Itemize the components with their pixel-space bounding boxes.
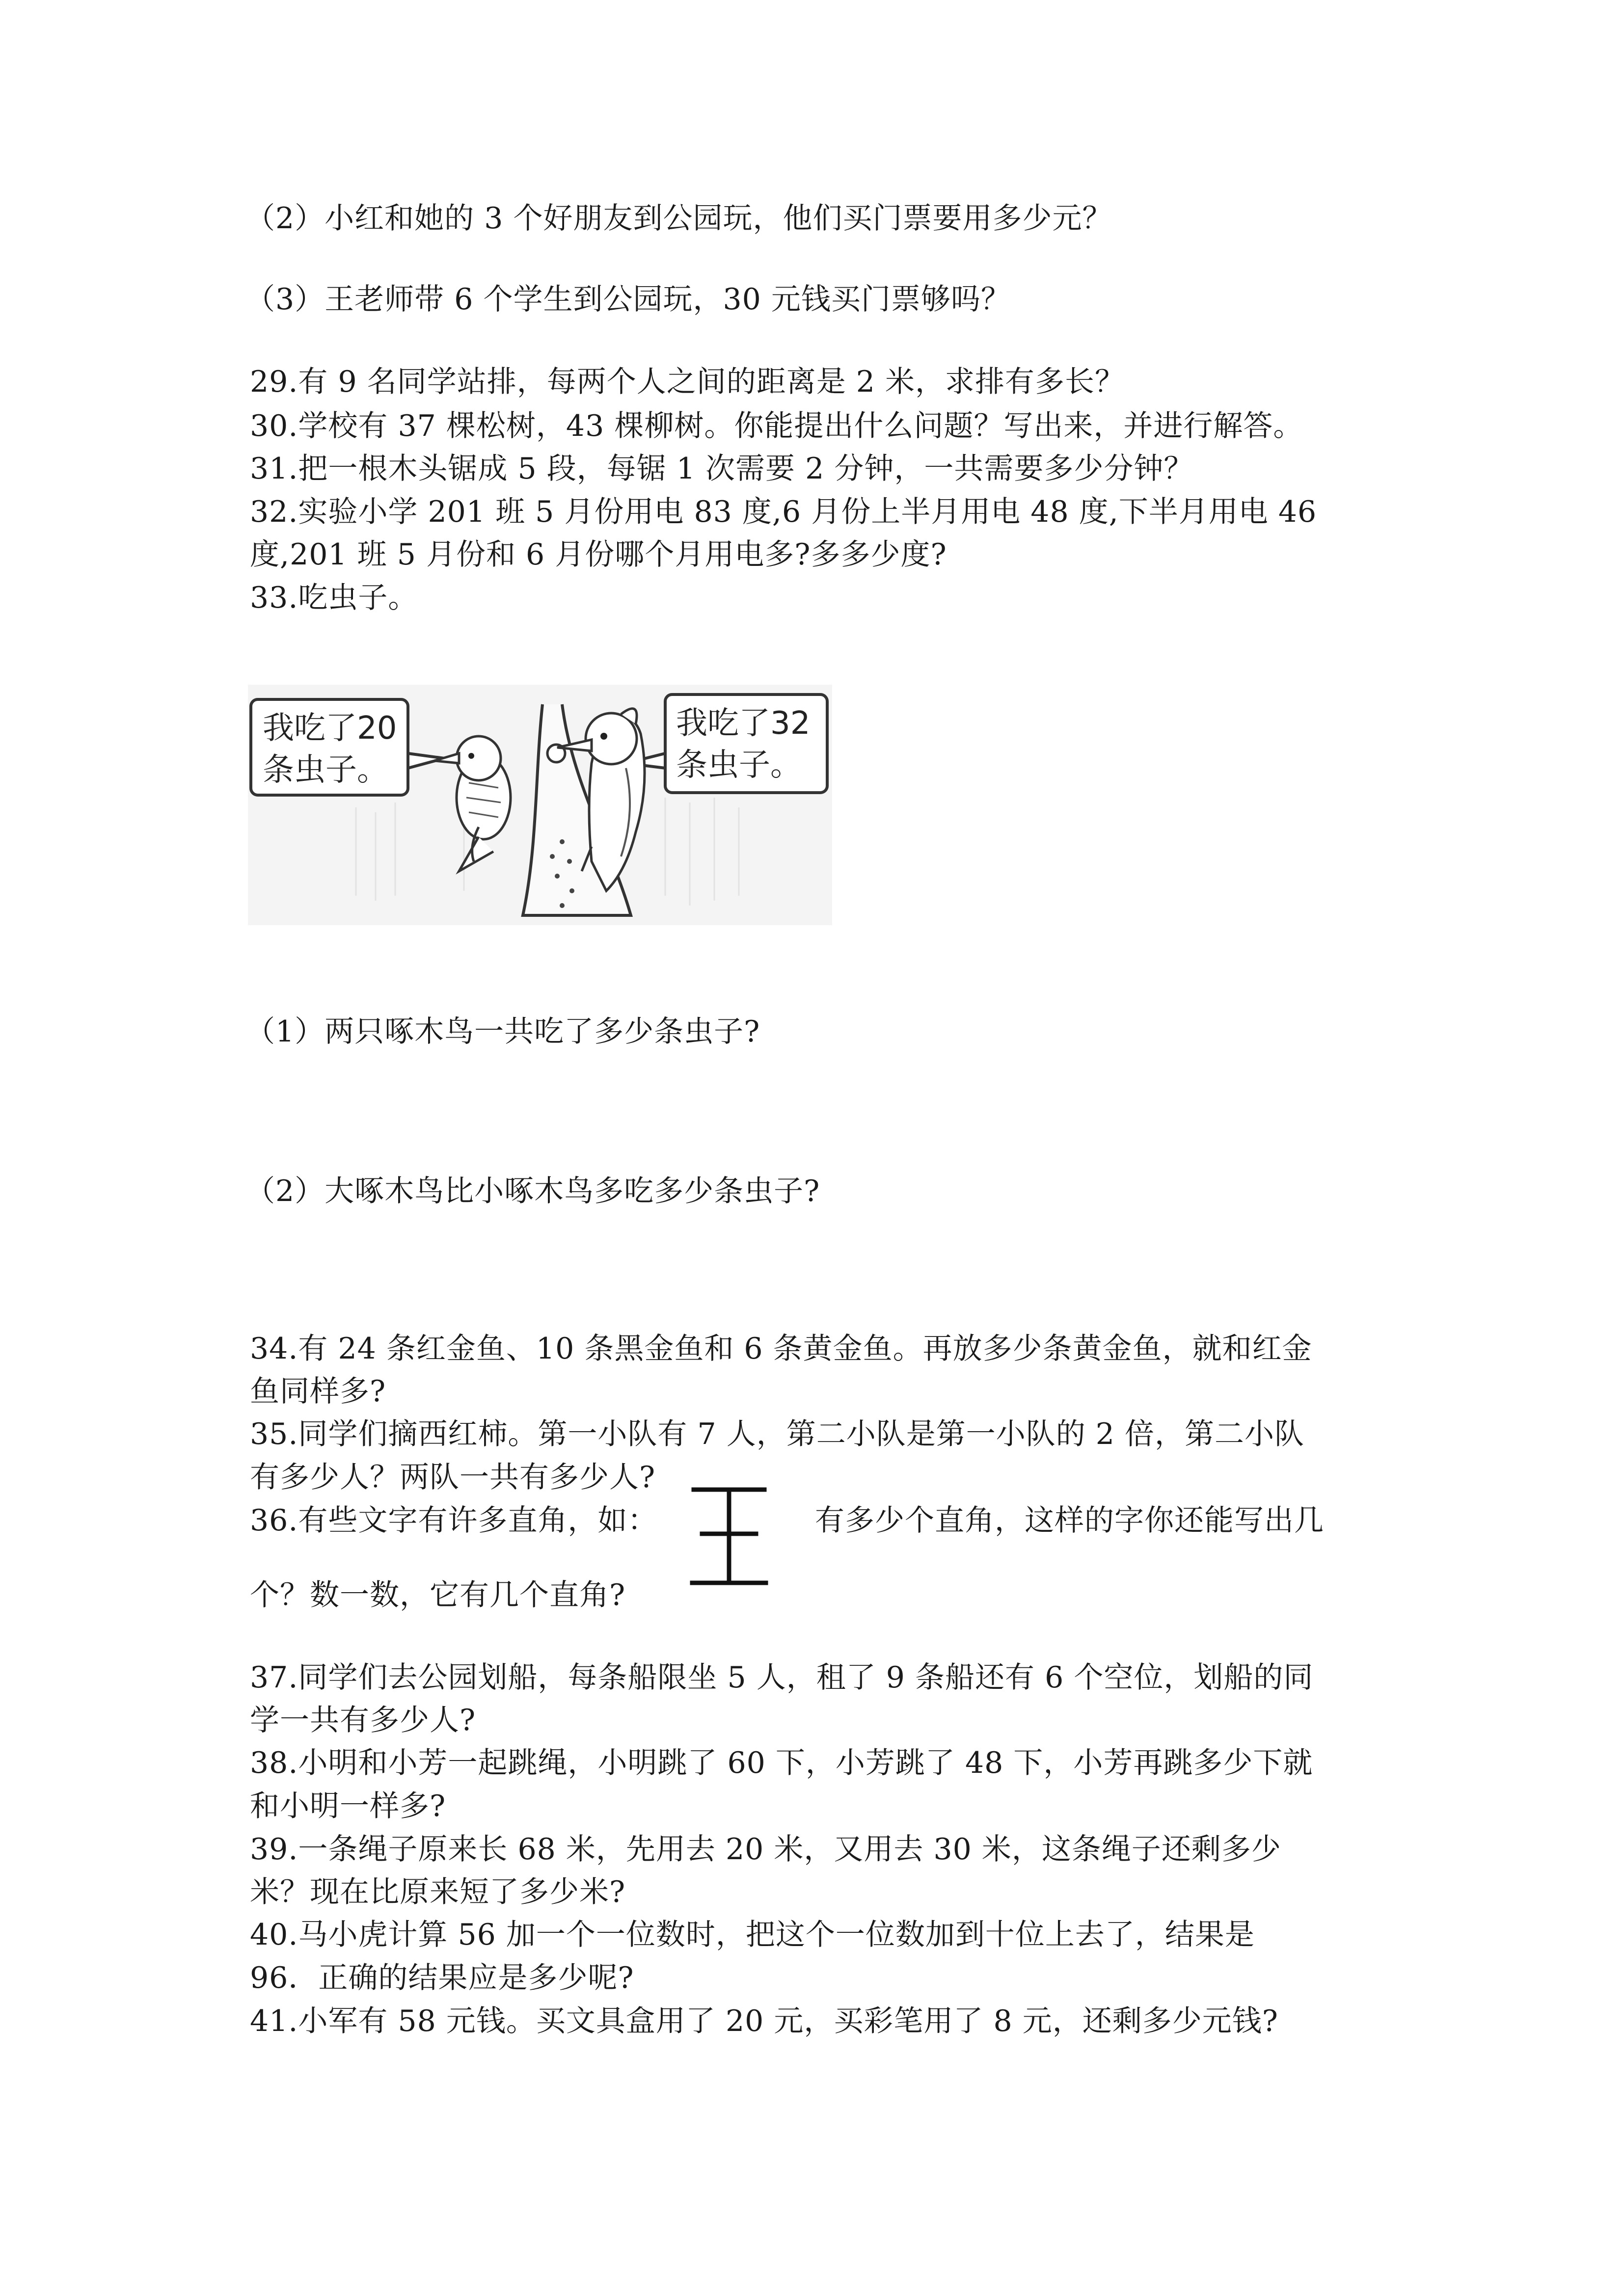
question-35-line-2: 有多少人？两队一共有多少人? (250, 1460, 656, 1495)
woodpecker-illustration (248, 685, 832, 925)
left-bubble-line-1: 我吃了20 (263, 710, 397, 747)
question-33-part-2: （2）大啄木鸟比小啄木鸟多吃多少条虫子? (245, 1174, 820, 1208)
question-34-line-2: 鱼同样多? (250, 1374, 386, 1409)
question-40-line-2: 96．正确的结果应是多少呢? (250, 1961, 634, 1995)
question-39-line-2: 米？现在比原来短了多少米? (250, 1875, 626, 1909)
question-35-line-1: 35.同学们摘西红柿。第一小队有 7 人，第二小队是第一小队的 2 倍，第二小队 (250, 1417, 1305, 1451)
wang-character-icon (690, 1480, 768, 1593)
question-30: 30.学校有 37 棵松树，43 棵柳树。你能提出什么问题？写出来，并进行解答。 (250, 409, 1303, 443)
question-40-line-1: 40.马小虎计算 56 加一个一位数时，把这个一位数加到十位上去了，结果是 (250, 1918, 1255, 1952)
question-36-line-1-cont: 有多少个直角，这样的字你还能写出几 (815, 1503, 1324, 1538)
question-28-part-2: （2）小红和她的 3 个好朋友到公园玩，他们买门票要用多少元？ (245, 201, 1112, 236)
right-bubble-line-2: 条虫子。 (676, 747, 802, 783)
question-36-line-2: 个？数一数，它有几个直角? (250, 1578, 626, 1612)
left-bubble-line-2: 条虫子。 (263, 752, 388, 788)
question-32-line-1: 32.实验小学 201 班 5 月份用电 83 度,6 月份上半月用电 48 度,下半月用电 46 (250, 495, 1317, 529)
question-31: 31.把一根木头锯成 5 段，每锯 1 次需要 2 分钟，一共需要多少分钟？ (250, 452, 1194, 486)
question-37-line-1: 37.同学们去公园划船，每条船限坐 5 人，租了 9 条船还有 6 个空位，划船的同 (250, 1660, 1314, 1695)
question-41: 41.小军有 58 元钱。买文具盒用了 20 元，买彩笔用了 8 元，还剩多少元钱? (250, 2004, 1278, 2038)
question-28-part-3: （3）王老师带 6 个学生到公园玩，30 元钱买门票够吗？ (245, 282, 1011, 317)
question-34-line-1: 34.有 24 条红金鱼、10 条黑金鱼和 6 条黄金鱼。再放多少条黄金鱼，就和红金 (250, 1332, 1312, 1366)
right-bubble-line-1: 我吃了32 (676, 705, 811, 742)
question-33-part-1: （1）两只啄木鸟一共吃了多少条虫子? (245, 1015, 760, 1049)
question-38-line-1: 38.小明和小芳一起跳绳，小明跳了 60 下，小芳跳了 48 下，小芳再跳多少下就 (250, 1746, 1313, 1780)
question-33: 33.吃虫子。 (250, 581, 418, 615)
question-39-line-1: 39.一条绳子原来长 68 米，先用去 20 米，又用去 30 米，这条绳子还剩多少 (250, 1832, 1281, 1867)
question-32-line-2: 度,201 班 5 月份和 6 月份哪个月用电多?多多少度? (250, 537, 947, 572)
question-38-line-2: 和小明一样多? (250, 1789, 446, 1823)
question-37-line-2: 学一共有多少人? (250, 1703, 476, 1737)
question-29: 29.有 9 名同学站排，每两个人之间的距离是 2 米，求排有多长？ (250, 365, 1125, 399)
question-36-line-1: 36.有些文字有许多直角，如： (250, 1503, 658, 1538)
